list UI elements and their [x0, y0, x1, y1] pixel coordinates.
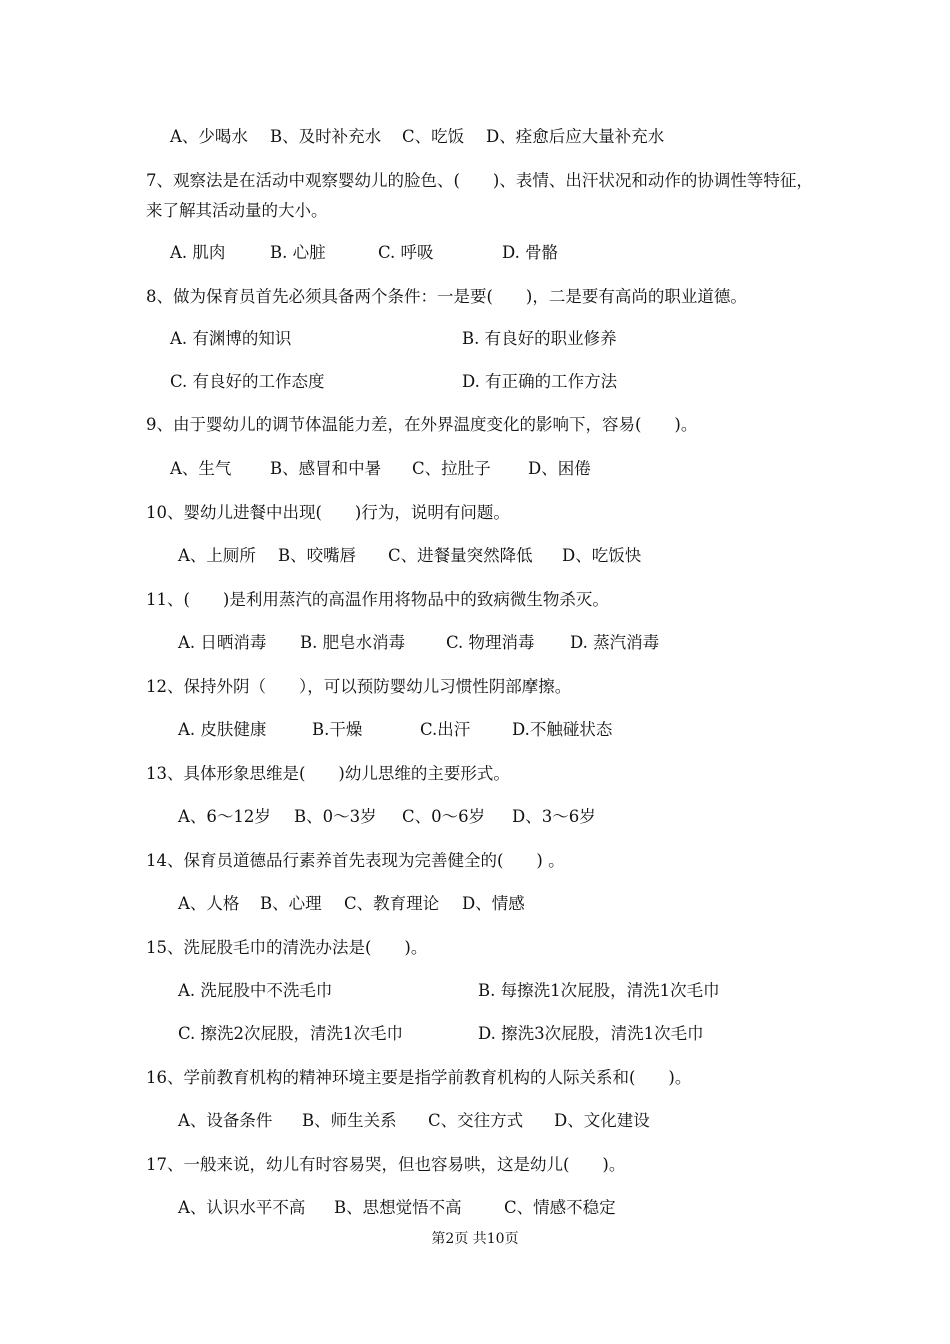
question-text: 12、保持外阴（ ），可以预防婴幼儿习惯性阴部摩擦。: [146, 677, 572, 696]
question-text: 17、一般来说，幼儿有时容易哭，但也容易哄，这是幼儿( )。: [146, 1155, 626, 1174]
answer-option: D、痊愈后应大量补充水: [486, 127, 665, 146]
answer-option: C、0～6岁: [402, 807, 486, 826]
question-text: 10、婴幼儿进餐中出现( )行为，说明有问题。: [146, 503, 510, 522]
answer-option: D.不触碰状态: [512, 720, 613, 739]
answer-option: B. 每擦洗1次屁股，清洗1次毛巾: [478, 981, 720, 1000]
answer-option: B、思想觉悟不高: [334, 1198, 462, 1217]
answer-option: A、认识水平不高: [178, 1198, 306, 1217]
answer-option: B. 有良好的职业修养: [462, 329, 617, 348]
answer-option: A、人格: [178, 894, 240, 913]
answer-option: D、情感: [462, 894, 525, 913]
answer-option: C、教育理论: [344, 894, 440, 913]
answer-option: C、拉肚子: [412, 459, 491, 478]
page-footer: 第2页 共10页: [431, 1231, 519, 1247]
answer-option: D. 有正确的工作方法: [462, 372, 618, 391]
answer-option: C、交往方式: [428, 1111, 524, 1130]
answer-option: B、感冒和中暑: [270, 459, 382, 478]
question-text: 15、洗屁股毛巾的清洗办法是( )。: [146, 938, 428, 957]
answer-option: A、少喝水: [170, 127, 248, 146]
answer-option: A、生气: [170, 459, 232, 478]
answer-option: A、6～12岁: [178, 807, 271, 826]
answer-option: C. 有良好的工作态度: [170, 372, 325, 391]
answer-option: B. 心脏: [270, 243, 326, 262]
question-text: 16、学前教育机构的精神环境主要是指学前教育机构的人际关系和( )。: [146, 1068, 692, 1087]
question-text: 来了解其活动量的大小。: [146, 201, 328, 220]
answer-option: B、咬嘴唇: [278, 546, 357, 565]
answer-option: B、0～3岁: [294, 807, 377, 826]
answer-option: C、情感不稳定: [504, 1198, 616, 1217]
answer-option: A. 日晒消毒: [178, 633, 267, 652]
answer-option: B、心理: [260, 894, 322, 913]
answer-option: C、吃饭: [402, 127, 465, 146]
answer-option: D. 蒸汽消毒: [570, 633, 660, 652]
answer-option: D、吃饭快: [562, 546, 642, 565]
answer-option: A、设备条件: [178, 1111, 273, 1130]
answer-option: C.出汗: [420, 720, 471, 739]
question-text: 9、由于婴幼儿的调节体温能力差，在外界温度变化的影响下，容易( )。: [146, 415, 698, 434]
question-text: 13、具体形象思维是( )幼儿思维的主要形式。: [146, 764, 510, 783]
answer-option: C. 呼吸: [378, 243, 434, 262]
answer-option: C. 擦洗2次屁股，清洗1次毛巾: [178, 1024, 404, 1043]
answer-option: D、困倦: [528, 459, 591, 478]
question-text: 7、观察法是在活动中观察婴幼儿的脸色、( )、表情、出汗状况和动作的协调性等特征，: [146, 171, 813, 190]
answer-option: D. 擦洗3次屁股，清洗1次毛巾: [478, 1024, 704, 1043]
answer-option: A、上厕所: [178, 546, 256, 565]
answer-option: C、进餐量突然降低: [388, 546, 533, 565]
answer-option: C. 物理消毒: [446, 633, 535, 652]
answer-option: D. 骨骼: [502, 243, 559, 262]
question-text: 14、保育员道德品行素养首先表现为完善健全的( ) 。: [146, 851, 565, 870]
answer-option: B、师生关系: [302, 1111, 397, 1130]
answer-option: A. 皮肤健康: [178, 720, 267, 739]
question-text: 11、( )是利用蒸汽的高温作用将物品中的致病微生物杀灭。: [146, 590, 609, 609]
answer-option: B、及时补充水: [270, 127, 382, 146]
answer-option: A. 有渊博的知识: [170, 329, 292, 348]
answer-option: D、3～6岁: [512, 807, 596, 826]
question-text: 8、做为保育员首先必须具备两个条件：一是要( )，二是要有高尚的职业道德。: [146, 287, 747, 306]
answer-option: D、文化建设: [554, 1111, 650, 1130]
answer-option: B. 肥皂水消毒: [300, 633, 406, 652]
answer-option: A. 肌肉: [170, 243, 226, 262]
answer-option: B.干燥: [312, 720, 363, 739]
answer-option: A. 洗屁股中不洗毛巾: [178, 981, 333, 1000]
